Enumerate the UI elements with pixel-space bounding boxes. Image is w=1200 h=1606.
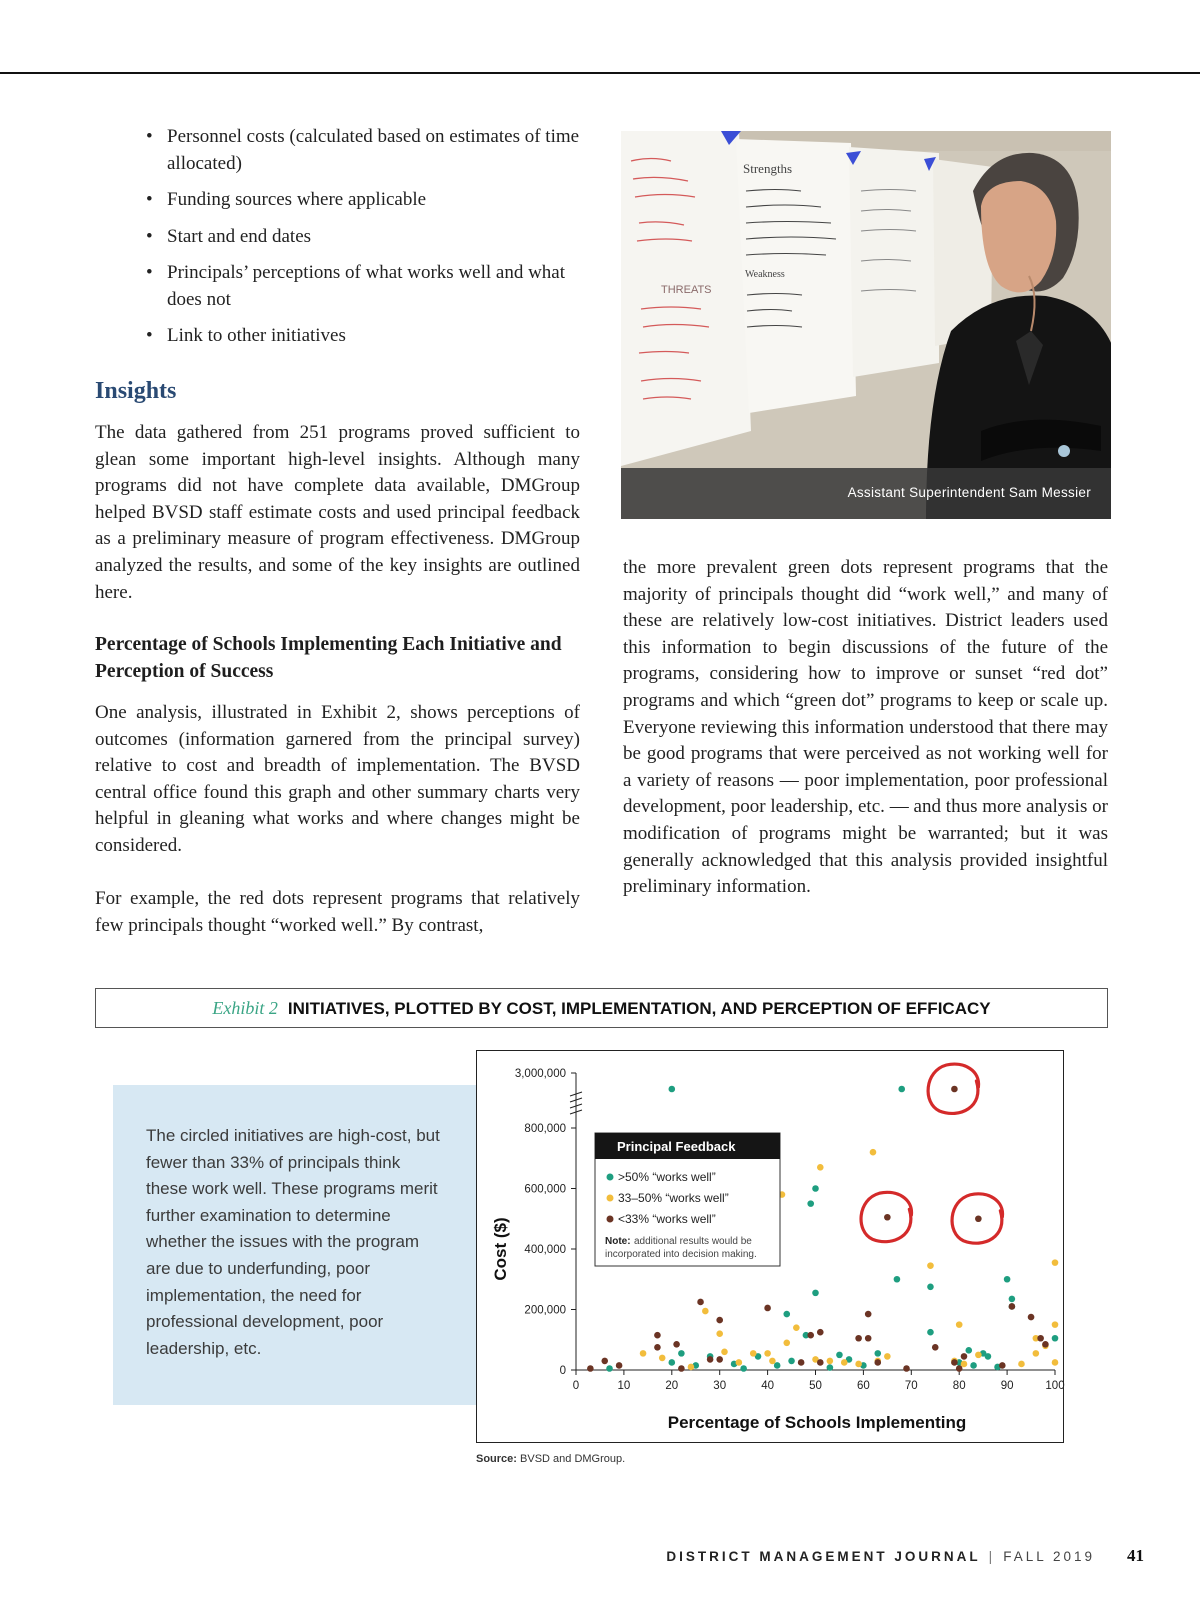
data-point-red xyxy=(874,1359,881,1366)
data-point-green xyxy=(812,1185,819,1192)
poster-weakness-heading: Weakness xyxy=(745,269,785,280)
data-point-red xyxy=(764,1305,771,1312)
data-point-red xyxy=(1028,1314,1035,1321)
data-point-red xyxy=(587,1365,594,1372)
data-point-green xyxy=(970,1362,977,1369)
insights-paragraph-3: For example, the red dots represent programs that relatively few principals thought “worked well.” By contrast, xyxy=(95,888,580,936)
data-point-red xyxy=(654,1344,661,1351)
data-point-red xyxy=(707,1356,714,1363)
data-point-red xyxy=(975,1215,982,1222)
y-axis xyxy=(515,1068,582,1377)
data-point-yellow xyxy=(827,1358,834,1365)
photo-caption: Assistant Superintendent Sam Messier xyxy=(847,485,1091,500)
bullet-item: • Funding sources where applicable xyxy=(142,187,582,214)
data-point-red xyxy=(697,1299,704,1306)
data-point-red xyxy=(601,1358,608,1365)
highlight-circles xyxy=(861,1064,1002,1243)
x-tick-label: 70 xyxy=(904,1380,918,1392)
bullet-item: • Start and end dates xyxy=(142,224,582,251)
data-point-green xyxy=(827,1364,834,1371)
data-point-red xyxy=(1042,1341,1049,1348)
data-point-red xyxy=(951,1086,958,1093)
data-point-yellow xyxy=(716,1330,723,1337)
data-point-red xyxy=(865,1311,872,1318)
x-tick-label: 40 xyxy=(761,1380,774,1392)
photo-sam-messier xyxy=(621,131,1111,519)
data-point-red xyxy=(798,1359,805,1366)
data-point-yellow xyxy=(855,1361,862,1368)
y-tick-label: 0 xyxy=(559,1365,566,1377)
data-point-green xyxy=(927,1284,934,1291)
scatter-chart-svg xyxy=(477,1051,1065,1444)
data-point-green xyxy=(669,1086,676,1093)
callout-text: The circled initiatives are high-cost, but fewer than 33% of principals think these work well. These programs merit further examination to determine whether the issues with the program are due to underfunding, poor implementation, the need for professional development, poor leadership, etc. xyxy=(146,1126,440,1358)
y-tick-label: 400,000 xyxy=(524,1244,566,1256)
data-point-red xyxy=(716,1317,723,1324)
data-point-yellow xyxy=(1018,1361,1025,1368)
data-point-yellow xyxy=(659,1355,666,1362)
data-point-yellow xyxy=(956,1321,963,1328)
bullet-item: • Link to other initiatives xyxy=(142,323,582,350)
data-point-red xyxy=(961,1353,968,1360)
exhibit-source xyxy=(476,1453,625,1465)
data-point-green xyxy=(783,1311,790,1318)
data-point-green xyxy=(1004,1276,1011,1283)
x-tick-label: 50 xyxy=(809,1380,822,1392)
data-point-yellow xyxy=(927,1262,934,1269)
source-label: Source: xyxy=(476,1453,517,1465)
data-point-yellow xyxy=(764,1350,771,1357)
data-point-yellow xyxy=(961,1361,968,1368)
legend-note-line1: additional results would be xyxy=(634,1236,752,1247)
data-point-yellow xyxy=(688,1364,695,1371)
legend-item-red: <33% “works well” xyxy=(618,1212,716,1226)
data-point-yellow xyxy=(1033,1350,1040,1357)
insights-paragraph-1: The data gathered from 251 programs proved sufficient to glean some important high-level insights. Although many programs did not have complete data available, DMGroup helped BVSD staff estimate costs and used principal feedback as a preliminary measure of program effectiveness. DMGroup analyzed the results, and some of the key insights are outlined here. xyxy=(95,422,580,603)
data-point-green xyxy=(774,1362,781,1369)
y-tick-label: 3,000,000 xyxy=(514,1068,566,1080)
data-point-yellow xyxy=(736,1359,743,1366)
data-point-yellow xyxy=(721,1349,728,1356)
x-tick-label: 20 xyxy=(665,1380,679,1392)
legend-swatch-yellow xyxy=(607,1195,614,1202)
photo-caption-bar xyxy=(621,468,1111,519)
y-axis-title: Cost ($) xyxy=(491,1217,510,1281)
data-point-green xyxy=(965,1347,972,1354)
data-point-green xyxy=(807,1200,814,1207)
data-point-yellow xyxy=(870,1149,877,1156)
data-points-list xyxy=(142,124,582,360)
journal-name: DISTRICT MANAGEMENT JOURNAL xyxy=(666,1549,981,1564)
legend-swatch-green xyxy=(607,1174,614,1181)
poster-threats-heading: THREATS xyxy=(661,284,712,296)
data-point-yellow xyxy=(975,1352,982,1359)
data-point-red xyxy=(903,1365,910,1372)
data-point-red xyxy=(999,1362,1006,1369)
bullet-item: • Principals’ perceptions of what works well and what does not xyxy=(142,260,582,313)
callout-box xyxy=(113,1085,477,1405)
data-point-green xyxy=(669,1359,676,1366)
data-point-red xyxy=(951,1359,958,1366)
data-point-yellow xyxy=(783,1339,790,1346)
data-point-red xyxy=(678,1365,685,1372)
data-point-green xyxy=(894,1276,901,1283)
poster-strengths-heading: Strengths xyxy=(743,161,793,176)
data-point-green xyxy=(606,1365,613,1372)
journal-issue: FALL 2019 xyxy=(1003,1549,1095,1564)
chart-legend xyxy=(595,1133,780,1266)
x-axis xyxy=(573,1370,1065,1392)
data-point-yellow xyxy=(640,1350,647,1357)
legend-title: Principal Feedback xyxy=(617,1139,736,1154)
exhibit-label: Exhibit 2 xyxy=(212,998,278,1018)
data-point-red xyxy=(807,1332,814,1339)
source-text: BVSD and DMGroup. xyxy=(520,1453,626,1465)
bullet-item: • Personnel costs (calculated based on estimates of time allocated) xyxy=(142,124,582,177)
legend-item-yellow: 33–50% “works well” xyxy=(618,1191,729,1205)
data-point-yellow xyxy=(769,1358,776,1365)
insights-paragraph-4: the more prevalent green dots represent programs that the majority of principals thought did “work well,” and many of these are relatively low-cost initiatives. District leaders used this information to begin discussions of the future of the programs, considering how to improve or sunset “red dot” programs and which “green dot” programs to keep or scale up. Everyone reviewing this information understood that there may be good programs that were perceived as not working well for a variety of reasons — poor implementation, poor professional development, poor leadership, etc. — and thus more analysis or modification of programs might be warranted; but it was generally acknowledged that this analysis provided insightful preliminary information. xyxy=(623,557,1108,898)
insights-paragraph-2: One analysis, illustrated in Exhibit 2, shows perceptions of outcomes (information garnered from the principal survey) relative to cost and breadth of implementation. The BVSD central office found this graph and other summary charts very helpful in gleaning what works and where changes might be considered. xyxy=(95,702,580,856)
legend-note-line2: incorporated into decision making. xyxy=(605,1249,757,1260)
data-point-yellow xyxy=(1052,1321,1059,1328)
insights-heading: Insights xyxy=(95,378,177,404)
data-point-yellow xyxy=(793,1324,800,1331)
data-point-red xyxy=(855,1335,862,1342)
x-tick-label: 0 xyxy=(572,1380,580,1392)
data-point-red xyxy=(1009,1303,1016,1310)
legend-item-green: >50% “works well” xyxy=(618,1170,716,1184)
y-tick-label: 200,000 xyxy=(524,1304,566,1317)
x-tick-label: 90 xyxy=(1000,1380,1014,1392)
scatter-chart xyxy=(476,1050,1064,1443)
data-point-red xyxy=(616,1362,623,1369)
photo-illustration xyxy=(621,131,1111,519)
data-point-green xyxy=(812,1290,819,1297)
x-tick-label: 10 xyxy=(617,1380,631,1392)
data-point-green xyxy=(740,1365,747,1372)
data-point-red xyxy=(817,1359,824,1366)
x-tick-label: 60 xyxy=(857,1380,870,1392)
data-point-green xyxy=(1009,1296,1016,1303)
data-point-green xyxy=(985,1353,992,1360)
x-tick-label: 80 xyxy=(952,1380,966,1392)
x-axis-title: Percentage of Schools Implementing xyxy=(667,1413,967,1432)
page-number: 41 xyxy=(1127,1546,1144,1565)
data-point-red xyxy=(1037,1335,1044,1342)
data-point-red xyxy=(817,1329,824,1336)
data-point-yellow xyxy=(1052,1259,1059,1266)
footer-separator: | xyxy=(988,1549,996,1564)
x-tick-label: 100 xyxy=(1045,1380,1065,1392)
data-point-yellow xyxy=(817,1164,824,1171)
exhibit-title: INITIATIVES, PLOTTED BY COST, IMPLEMENTATION, AND PERCEPTION OF EFFICACY xyxy=(287,999,991,1018)
data-point-red xyxy=(865,1335,872,1342)
y-tick-label: 800,000 xyxy=(524,1123,566,1135)
legend-note-label: Note: xyxy=(605,1236,631,1247)
page-footer xyxy=(666,1546,1144,1566)
data-point-red xyxy=(673,1341,680,1348)
data-point-green xyxy=(874,1350,881,1357)
exhibit-title-box xyxy=(95,988,1108,1028)
data-point-yellow xyxy=(841,1359,848,1366)
y-tick-label: 600,000 xyxy=(524,1183,566,1196)
data-point-green xyxy=(836,1352,843,1359)
data-point-green xyxy=(788,1358,795,1365)
section-subheading: Percentage of Schools Implementing Each Initiative and Perception of Success xyxy=(95,634,562,682)
data-point-yellow xyxy=(884,1353,891,1360)
data-point-yellow xyxy=(750,1350,757,1357)
data-point-yellow xyxy=(702,1308,709,1315)
top-rule xyxy=(0,72,1200,74)
x-tick-label: 30 xyxy=(713,1380,727,1392)
legend-swatch-red xyxy=(607,1216,614,1223)
data-point-red xyxy=(932,1344,939,1351)
data-point-green xyxy=(1052,1335,1059,1342)
data-point-green xyxy=(678,1350,685,1357)
data-point-red xyxy=(956,1365,963,1372)
data-point-red xyxy=(884,1214,891,1221)
data-point-red xyxy=(654,1332,661,1339)
data-point-green xyxy=(898,1086,905,1093)
data-point-green xyxy=(927,1329,934,1336)
data-point-red xyxy=(716,1356,723,1363)
data-point-yellow xyxy=(1052,1359,1059,1366)
